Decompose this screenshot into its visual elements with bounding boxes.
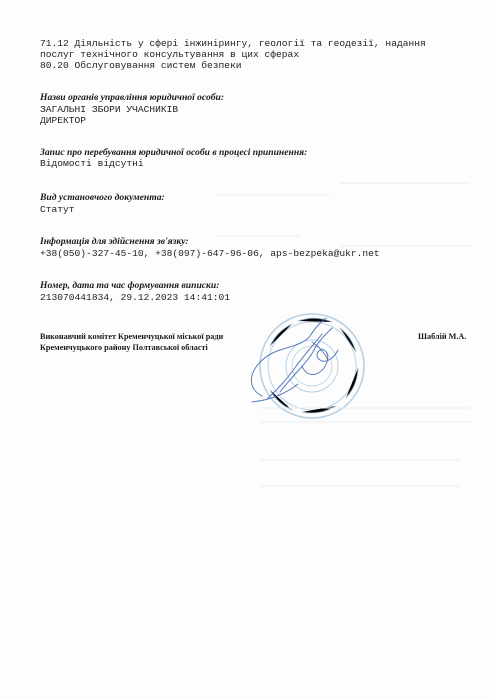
activity-line: 71.12 Діяльність у сфері інжинірингу, геології та геодезії, надання: [40, 38, 426, 49]
governing-body-value: ЗАГАЛЬНІ ЗБОРИ УЧАСНИКІВ: [40, 104, 179, 115]
authority-line: Кременчуцького району Полтавської області: [40, 343, 208, 352]
termination-label: Запис про перебування юридичної особи в процесі припинення:: [40, 147, 308, 158]
extract-label: Номер, дата та час формування виписки:: [40, 280, 220, 291]
signer-name: Шаблій М.А.: [418, 332, 467, 341]
termination-value: Відомості відсутні: [40, 158, 144, 169]
activity-line: 80.20 Обслуговування систем безпеки: [40, 60, 242, 71]
activity-line: послуг технічного консультування в цих сферах: [40, 49, 300, 60]
contacts-value: +38(050)-327-45-10, +38(097)-647-96-06, aps-bezpeka@ukr.net: [40, 248, 380, 259]
authority-line: Виконавчий комітет Кременчуцької міської ради: [40, 332, 224, 341]
governing-bodies-label: Назви органів управління юридичної особи:: [40, 92, 225, 103]
contacts-label: Інформація для здійснення зв'язку:: [40, 236, 189, 247]
extract-value: 213070441834, 29.12.2023 14:41:01: [40, 292, 230, 303]
founding-document-label: Вид установчого документа:: [40, 192, 165, 203]
governing-body-value: ДИРЕКТОР: [40, 115, 87, 126]
founding-document-value: Статут: [40, 204, 75, 215]
